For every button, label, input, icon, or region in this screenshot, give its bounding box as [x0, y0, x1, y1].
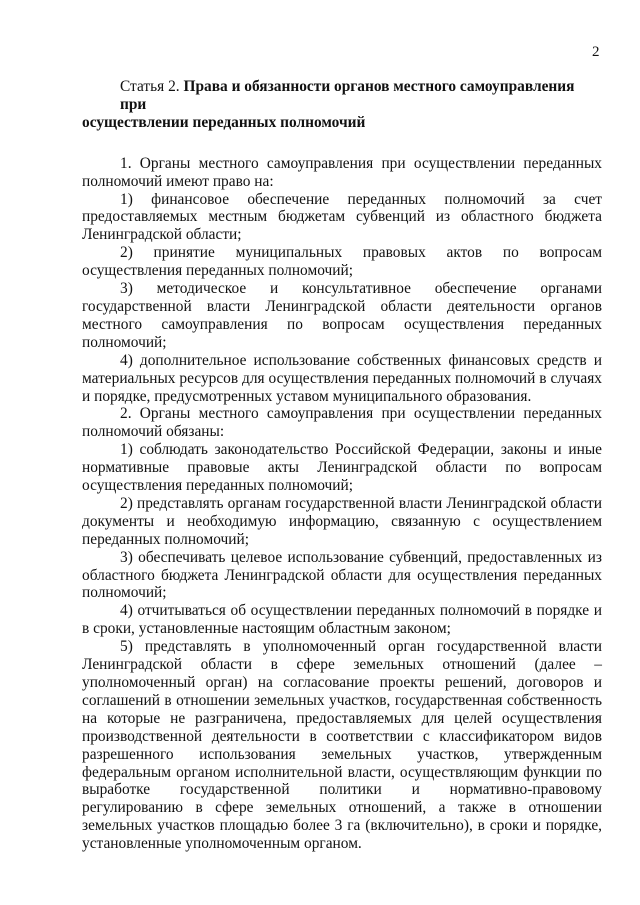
article-heading: [82, 78, 602, 132]
list-item: 1) финансовое обеспечение переданных полномочий за счет предоставляемых местным бюджетам субвенций из областного бюджета Ленинградской области;: [82, 190, 602, 244]
document-body: [82, 78, 602, 853]
list-item: 3) обеспечивать целевое использование субвенций, предоставленных из областного бюджета Ленинградской области для осуществления переданных полномочий;: [82, 548, 602, 602]
article-title-line1: Права и обязанности органов местного самоуправления при: [120, 78, 575, 113]
list-item: 1) соблюдать законодательство Российской Федерации, законы и иные нормативные правовые акты Ленинградской области по вопросам осуществления переданных полномочий;: [82, 441, 602, 495]
list-item: 3) методическое и консультативное обеспечение органами государственной власти Ленинградской области деятельности органов местного самоуправления по вопросам осуществления переданных полномочий;: [82, 280, 602, 351]
page-number: 2: [592, 44, 600, 60]
paragraph: 2. Органы местного самоуправления при осуществлении переданных полномочий обязаны:: [82, 405, 602, 441]
list-item: 5) представлять в уполномоченный орган государственной власти Ленинградской области в сфере земельных отношений (далее – уполномоченный орган) на согласование проекты решений, договоров и соглашений в отношении земельных участков, государственная собственность на которые не разграничена, предоставляемых для целей осуществления производственной деятельности в соответствии с классификатором видов разрешенного использования земельных участков, утвержденным федеральным органом исполнительной власти, осуществляющим функции по выработке государственной политики и нормативно-правовому регулированию в сфере земельных отношений, а также в отношении земельных участков площадью более 3 га (включительно), в сроки и порядке, установленные уполномоченным органом.: [82, 638, 602, 853]
article-number: Статья 2.: [120, 78, 180, 95]
list-item: 2) представлять органам государственной власти Ленинградской области документы и необходимую информацию, связанную с осуществлением переданных полномочий;: [82, 494, 602, 548]
list-item: 4) дополнительное использование собственных финансовых средств и материальных ресурсов для осуществления переданных полномочий в случаях и порядке, предусмотренных уставом муниципального образования.: [82, 351, 602, 405]
list-item: 4) отчитываться об осуществлении переданных полномочий в порядке и в сроки, установленные настоящим областным законом;: [82, 602, 602, 638]
article-title-line2: осуществлении переданных полномочий: [82, 113, 366, 131]
list-item: 2) принятие муниципальных правовых актов по вопросам осуществления переданных полномочий;: [82, 244, 602, 280]
paragraph: 1. Органы местного самоуправления при осуществлении переданных полномочий имеют право на:: [82, 154, 602, 190]
